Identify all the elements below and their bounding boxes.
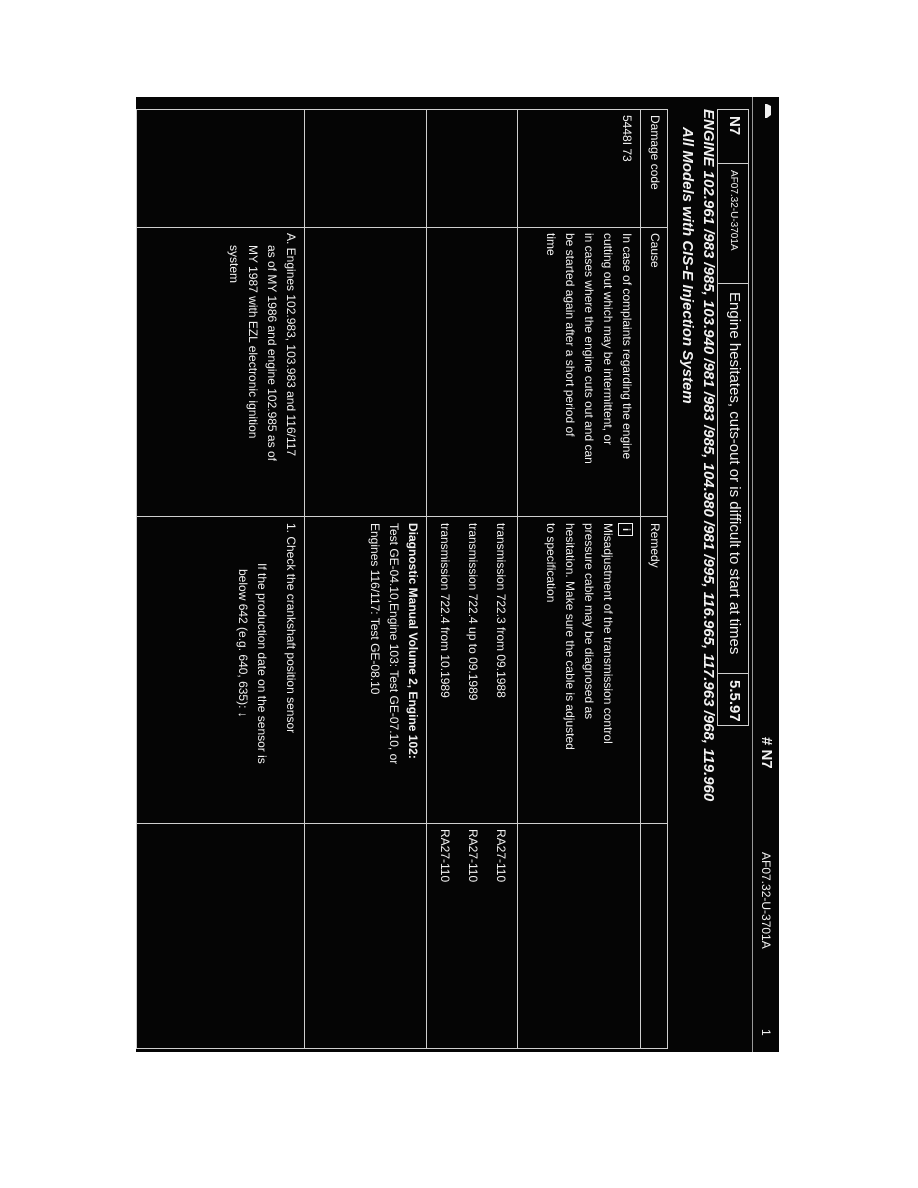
column-divider bbox=[136, 823, 668, 824]
header-divider bbox=[640, 109, 641, 1049]
transmission-item: transmission 722.3 from 09.1988 bbox=[494, 523, 508, 698]
cause-line: In case of complaints regarding the engine bbox=[620, 233, 634, 460]
cause-a-line: as of MY 1986 and engine 102.985 as of bbox=[265, 245, 279, 461]
step-1-note: below 642 (e.g. 640, 635): ↓ bbox=[236, 569, 250, 718]
diagnostic-manual-note bbox=[365, 523, 422, 819]
remedy-line: pressure cable may be diagnosed as bbox=[582, 523, 596, 720]
document-title: Engine hesitates, cuts-out or is difficult to start at times bbox=[718, 284, 748, 674]
header-remedy: Remedy bbox=[648, 523, 662, 568]
info-icon-glyph: i bbox=[618, 523, 633, 536]
info-icon bbox=[617, 523, 636, 819]
remedy-line: Misadjustment of the transmission control bbox=[601, 523, 615, 744]
header-damage-code: Damage code bbox=[648, 115, 662, 190]
diag-line: Engines 116/117: Test GE-08.10 bbox=[368, 523, 382, 695]
column-divider bbox=[136, 227, 668, 228]
header-code: AF07.32-U-3701A bbox=[759, 852, 773, 949]
diagnosis-table bbox=[136, 109, 668, 1049]
damage-code: 5448I 73 bbox=[620, 115, 634, 162]
step-1-note: If the production date on the sensor is bbox=[255, 563, 269, 764]
table-border-right bbox=[136, 1048, 668, 1049]
row-divider bbox=[517, 109, 518, 1049]
cause-a bbox=[224, 233, 300, 513]
document-sub-code: AF07.32-U-3701A bbox=[718, 164, 748, 284]
cause-a-line: system bbox=[227, 245, 241, 284]
row-divider bbox=[304, 109, 305, 1049]
spacer bbox=[271, 523, 281, 819]
cause-line: in cases where the engine cuts out and can bbox=[582, 233, 596, 464]
reference-code: RA27-110 bbox=[466, 829, 480, 883]
document-id: N7 bbox=[718, 110, 748, 164]
title-bar bbox=[717, 109, 749, 726]
diag-line: Diagnostic Manual Volume 2, Engine 102: bbox=[406, 523, 420, 759]
reference-code: RA27-110 bbox=[494, 829, 508, 883]
reference-code: RA27-110 bbox=[438, 829, 452, 883]
cause-line: be started again after a short period of bbox=[563, 233, 577, 437]
models-line: All Models with CIS-E Injection System bbox=[679, 127, 696, 404]
diag-line: Test GE-04.10,Engine 103: Test GE-07.10, or bbox=[387, 523, 401, 765]
transmission-item: transmission 722.4 up to 09.1989 bbox=[466, 523, 480, 701]
rotated-content bbox=[136, 97, 779, 1052]
remedy-step-1 bbox=[233, 523, 300, 819]
table-border-top bbox=[667, 109, 668, 1049]
cause-a-line: MY 1987 with EZL electronic ignition bbox=[246, 245, 260, 439]
cause-line: time bbox=[544, 233, 558, 256]
remedy-text bbox=[541, 523, 636, 819]
page-number: 1 bbox=[759, 1029, 773, 1036]
car-icon bbox=[763, 103, 775, 119]
header-cause: Cause bbox=[648, 233, 662, 268]
engine-list: ENGINE 102.961 /983 /985, 103.940 /981 /983 /985, 104.980 /981 /995, 116.965, 117.963 /968, 119.960 bbox=[700, 109, 717, 802]
column-divider bbox=[136, 516, 668, 517]
table-border-left bbox=[136, 109, 668, 110]
header-divider bbox=[752, 97, 753, 1052]
cause-a-line: A. Engines 102.983, 103.983 and 116/117 bbox=[284, 233, 298, 457]
reference-list bbox=[426, 829, 510, 882]
remedy-line: to specification bbox=[544, 523, 558, 603]
step-1-text: 1. Check the crankshaft position sensor bbox=[284, 523, 298, 734]
table-border-bottom bbox=[136, 109, 137, 1049]
header-number: # N7 bbox=[758, 737, 775, 769]
transmission-list bbox=[426, 523, 510, 819]
transmission-item: transmission 722.4 from 10.1989 bbox=[438, 523, 452, 698]
scanned-page bbox=[136, 97, 779, 1052]
remedy-line: hesitation. Make sure the cable is adjusted bbox=[563, 523, 577, 750]
cause-text bbox=[541, 233, 636, 513]
document-date: 5.5.97 bbox=[726, 680, 743, 722]
cause-line: cutting out which may be intermittent, or bbox=[601, 233, 615, 446]
